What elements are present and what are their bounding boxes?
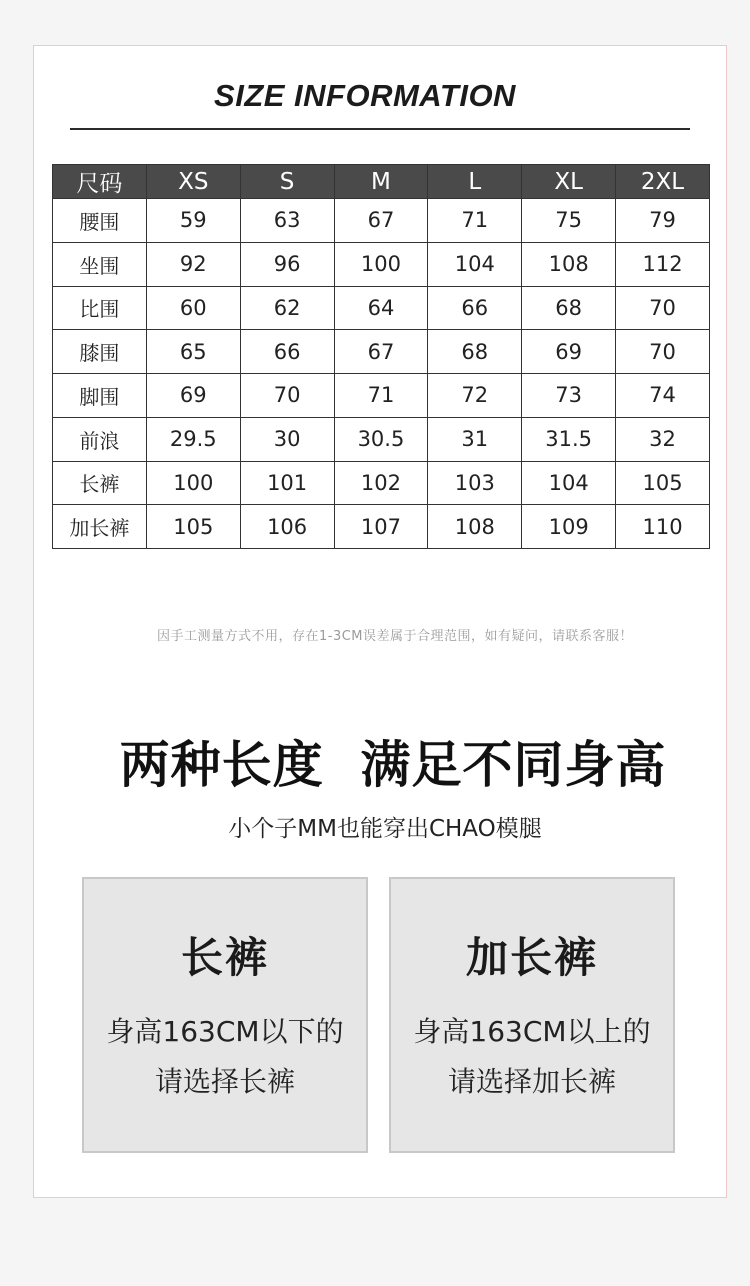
- table-cell: 63: [240, 199, 334, 243]
- table-cell: 68: [522, 286, 616, 330]
- table-cell: 107: [334, 505, 428, 549]
- measurement-note: 因手工测量方式不用，存在1-3CM误差属于合理范围，如有疑问，请联系客服！: [156, 629, 634, 644]
- header-cell: XS: [146, 165, 240, 199]
- table-row: [53, 286, 710, 330]
- table-cell: 100: [146, 461, 240, 505]
- table-cell: 66: [240, 330, 334, 374]
- row-label: 比围: [53, 286, 147, 330]
- card-regular-length: [82, 877, 368, 1153]
- card-advice-text: 请选择加长裤: [447, 1065, 616, 1098]
- card-advice-text: 请选择长裤: [154, 1065, 295, 1098]
- card-title: 加长裤: [465, 933, 598, 982]
- table-cell: 59: [146, 199, 240, 243]
- table-cell: 104: [428, 242, 522, 286]
- table-cell: 79: [616, 199, 710, 243]
- table-cell: 74: [616, 374, 710, 418]
- table-cell: 29.5: [146, 417, 240, 461]
- table-cell: 101: [240, 461, 334, 505]
- header-cell: L: [428, 165, 522, 199]
- table-cell: 75: [522, 199, 616, 243]
- table-cell: 105: [146, 505, 240, 549]
- table-cell: 105: [616, 461, 710, 505]
- table-cell: 31: [428, 417, 522, 461]
- table-cell: 71: [334, 374, 428, 418]
- card-height-text: 身高163CM以上的: [413, 1015, 651, 1048]
- row-label: 长裤: [53, 461, 147, 505]
- table-row: [53, 505, 710, 549]
- headline: 两种长度 满足不同身高: [119, 736, 667, 794]
- table-cell: 112: [616, 242, 710, 286]
- row-label: 加长裤: [53, 505, 147, 549]
- page-title: SIZE INFORMATION: [214, 78, 516, 113]
- table-row: [53, 374, 710, 418]
- table-cell: 67: [334, 199, 428, 243]
- table-row: [53, 417, 710, 461]
- table-row: [53, 199, 710, 243]
- card-title: 长裤: [180, 933, 269, 982]
- table-cell: 73: [522, 374, 616, 418]
- row-label: 膝围: [53, 330, 147, 374]
- row-label: 脚围: [53, 374, 147, 418]
- table-cell: 69: [522, 330, 616, 374]
- table-cell: 92: [146, 242, 240, 286]
- table-cell: 96: [240, 242, 334, 286]
- table-cell: 109: [522, 505, 616, 549]
- table-cell: 62: [240, 286, 334, 330]
- table-cell: 103: [428, 461, 522, 505]
- table-cell: 32: [616, 417, 710, 461]
- table-cell: 30: [240, 417, 334, 461]
- table-cell: 64: [334, 286, 428, 330]
- table-cell: 102: [334, 461, 428, 505]
- header-cell: S: [240, 165, 334, 199]
- title-divider: [70, 128, 690, 130]
- header-cell: 尺码: [53, 165, 147, 199]
- table-cell: 30.5: [334, 417, 428, 461]
- row-label: 前浪: [53, 417, 147, 461]
- row-label: 坐围: [53, 242, 147, 286]
- table-cell: 60: [146, 286, 240, 330]
- table-cell: 70: [616, 286, 710, 330]
- table-cell: 67: [334, 330, 428, 374]
- header-cell: M: [334, 165, 428, 199]
- table-cell: 31.5: [522, 417, 616, 461]
- table-cell: 70: [240, 374, 334, 418]
- table-cell: 100: [334, 242, 428, 286]
- table-cell: 71: [428, 199, 522, 243]
- table-cell: 69: [146, 374, 240, 418]
- header-cell: XL: [522, 165, 616, 199]
- table-header-row: [53, 165, 710, 199]
- card-extra-length: [389, 877, 675, 1153]
- table-row: [53, 330, 710, 374]
- table-row: [53, 461, 710, 505]
- table-cell: 68: [428, 330, 522, 374]
- card-height-text: 身高163CM以下的: [106, 1015, 344, 1048]
- table-cell: 104: [522, 461, 616, 505]
- header-cell: 2XL: [616, 165, 710, 199]
- row-label: 腰围: [53, 199, 147, 243]
- table-cell: 108: [428, 505, 522, 549]
- table-cell: 70: [616, 330, 710, 374]
- table-row: [53, 242, 710, 286]
- table-cell: 108: [522, 242, 616, 286]
- table-cell: 65: [146, 330, 240, 374]
- table-cell: 106: [240, 505, 334, 549]
- table-cell: 66: [428, 286, 522, 330]
- table-cell: 110: [616, 505, 710, 549]
- subheadline: 小个子MM也能穿出CHAO模腿: [228, 816, 542, 842]
- table-cell: 72: [428, 374, 522, 418]
- size-table: [52, 164, 710, 549]
- table-body: [53, 199, 710, 549]
